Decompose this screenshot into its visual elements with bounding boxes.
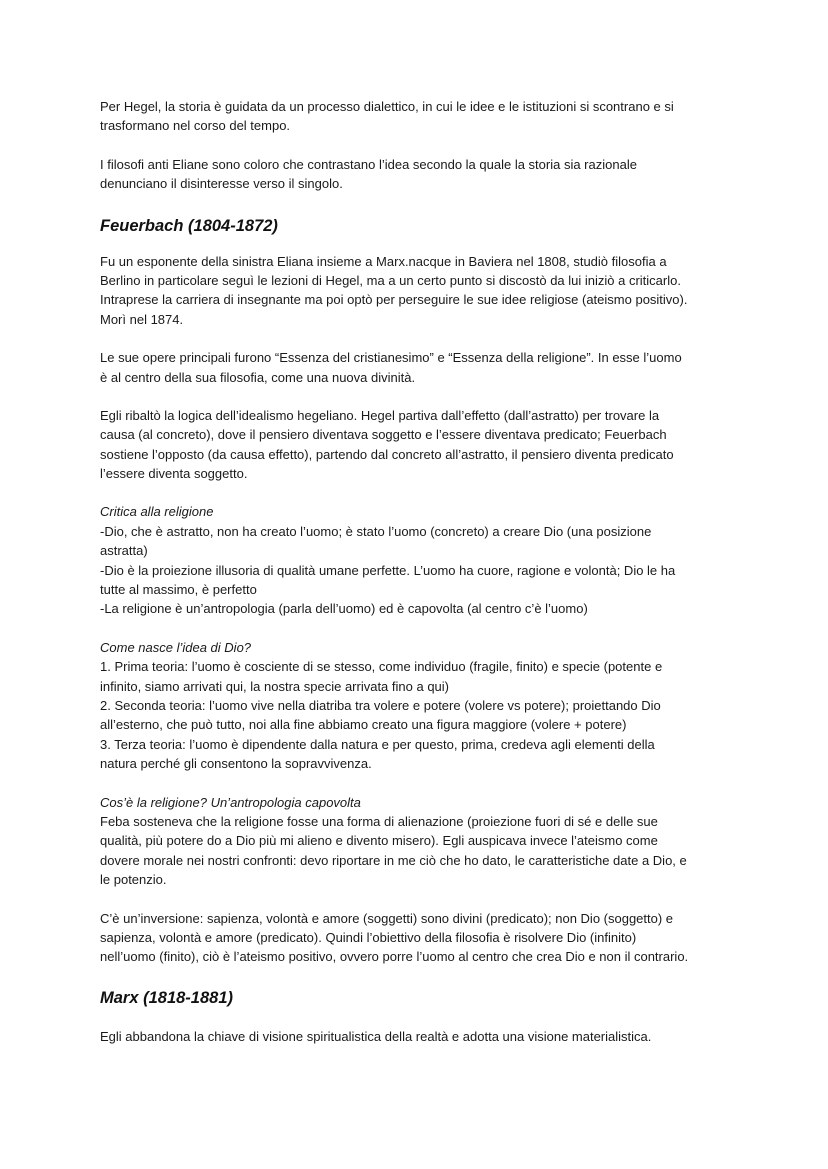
text-line: 3. Terza teoria: l’uomo è dipendente dalla natura e per questo, prima, credeva agli elementi della	[100, 736, 655, 752]
paragraph-inversione	[100, 909, 740, 967]
text-line: qualità, più potere do a Dio più mi alieno e divento misero). Egli auspicava invece l’ateismo come	[100, 833, 658, 849]
text-line: Egli abbandona la chiave di visione spiritualistica della realtà e adotta una visione materialistica.	[100, 1028, 652, 1044]
text-line: Intraprese la carriera di insegnante ma poi optò per perseguire le sue idee religiose (ateismo positivo).	[100, 292, 688, 308]
text-line: sapienza, volontà e amore (predicato). Quindi l’obiettivo della filosofia è risolvere Dio (infinito)	[100, 929, 637, 945]
section-come-nasce	[100, 638, 740, 774]
text-line: trasformano nel corso del tempo.	[100, 118, 291, 134]
subheading-come-nasce: Come nasce l’idea di Dio?	[100, 639, 252, 655]
text-line: è al centro della sua filosofia, come una nuova divinità.	[100, 369, 416, 385]
text-line: Morì nel 1874.	[100, 311, 184, 327]
text-line: 2. Seconda teoria: l’uomo vive nella diatriba tra volere e potere (volere vs potere); proiettando Dio	[100, 697, 661, 713]
text-line: l’essere diventa soggetto.	[100, 466, 248, 482]
document-page	[100, 97, 740, 1065]
text-line: C’è un’inversione: sapienza, volontà e amore (soggetti) sono divini (predicato); non Dio (soggetto) e	[100, 910, 674, 926]
text-line: all’esterno, che può tutto, noi alla fine abbiamo creato una figura maggiore (volere + potere)	[100, 717, 627, 733]
section-critica-religione	[100, 502, 740, 618]
text-line: astratta)	[100, 543, 148, 559]
text-line: -Dio, che è astratto, non ha creato l’uomo; è stato l’uomo (concreto) a creare Dio (una posizione	[100, 523, 652, 539]
text-line: Per Hegel, la storia è guidata da un processo dialettico, in cui le idee e le istituzioni si scontrano e si	[100, 99, 674, 114]
text-line: I filosofi anti Eliane sono coloro che contrastano l’idea secondo la quale la storia sia razionale	[100, 156, 637, 172]
paragraph-anti-hegelians	[100, 155, 740, 194]
paragraph-feuerbach-works	[100, 348, 740, 387]
text-line: nell’uomo (finito), ciò è l’ateismo positivo, ovvero porre l’uomo al centro che crea Dio e non il contrario.	[100, 949, 689, 965]
text-line: denunciano il disinteresse verso il singolo.	[100, 176, 343, 192]
paragraph-feuerbach-bio	[100, 252, 740, 330]
text-line: natura perché gli consentono la sopravvivenza.	[100, 756, 372, 772]
paragraph-marx	[100, 1027, 740, 1046]
subheading-critica: Critica alla religione	[100, 504, 214, 520]
text-line: tutte al massimo, è perfetto	[100, 582, 257, 598]
text-line: dovere morale nei nostri confronti: devo riportare in me ciò che ho dato, le caratteristiche date a Dio, e	[100, 852, 687, 868]
section-cose-religione	[100, 793, 740, 890]
paragraph-feuerbach-idealism	[100, 406, 740, 484]
heading-marx: Marx (1818-1881)	[100, 988, 233, 1007]
text-line: Fu un esponente della sinistra Eliana insieme a Marx.nacque in Baviera nel 1808, studiò filosofia a	[100, 253, 667, 269]
text-line: 1. Prima teoria: l’uomo è cosciente di se stesso, come individuo (fragile, finito) e specie (potente e	[100, 659, 663, 675]
paragraph-hegel-history	[100, 97, 740, 136]
text-line: causa (al concreto), dove il pensiero diventava soggetto e l’essere diventava predicato; Feuerbach	[100, 427, 667, 443]
text-line: infinito, siamo arrivati qui, la nostra specie arrivata fino a qui)	[100, 678, 449, 694]
text-line: sostiene l’opposto (da causa effetto), partendo dal concreto all’astratto, il pensiero diventa predicato	[100, 446, 674, 462]
text-line: Egli ribaltò la logica dell’idealismo hegeliano. Hegel partiva dall’effetto (dall’astratto) per trovare la	[100, 407, 660, 423]
subheading-cose-religione: Cos’è la religione? Un’antropologia capovolta	[100, 794, 361, 810]
text-line: -La religione è un’antropologia (parla dell’uomo) ed è capovolta (al centro c’è l’uomo)	[100, 601, 588, 617]
text-line: Le sue opere principali furono “Essenza del cristianesimo” e “Essenza della religione”. In esse l’uomo	[100, 350, 682, 366]
text-line: Feba sosteneva che la religione fosse una forma di alienazione (proiezione fuori di sé e delle sue	[100, 813, 658, 829]
text-line: Berlino in particolare seguì le lezioni di Hegel, ma a un certo punto si discostò da lui iniziò a criticarlo.	[100, 272, 681, 288]
text-line: le potenzio.	[100, 872, 167, 888]
heading-feuerbach: Feuerbach (1804-1872)	[100, 216, 278, 235]
text-line: -Dio è la proiezione illusoria di qualità umane perfette. L’uomo ha cuore, ragione e volontà; Dio le ha	[100, 562, 676, 578]
